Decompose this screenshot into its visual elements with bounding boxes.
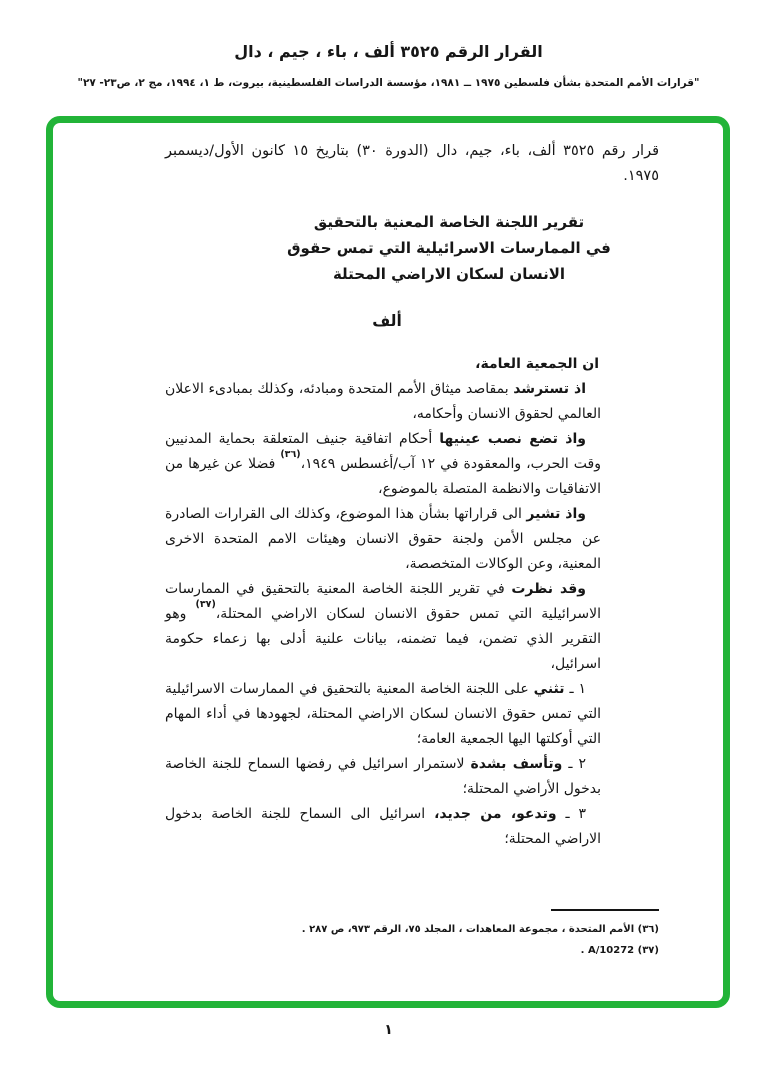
resolution-body xyxy=(165,352,601,852)
paragraph-text: في تقرير اللجنة الخاصة المعنية بالتحقيق في الممارسات الاسرائيلية التي تمس حقوق الانسان لسكان الاراضي المحتلة، xyxy=(165,581,601,622)
preamble-paragraph-considered xyxy=(165,577,601,677)
paragraph-text: أحكام اتفاقية جنيف المتعلقة بحماية المدنيين وقت الحرب، والمعقودة في ١٢ آب/أغسطس ١٩٤٩، xyxy=(165,431,601,472)
footnote-37 xyxy=(229,940,659,961)
resolution-header-title: القرار الرقم ٣٥٢٥ ألف ، باء ، جيم ، دال xyxy=(234,42,543,61)
operative-paragraph-3 xyxy=(165,802,601,852)
opening-text: ان الجمعية العامة، xyxy=(475,356,599,372)
page-number: ١ xyxy=(384,1022,393,1038)
footnote-ref-36: (٣٦) xyxy=(280,449,301,461)
preamble-opening xyxy=(165,352,601,377)
operative-paragraph-2 xyxy=(165,752,601,802)
paragraph-lead: وقد نظرت xyxy=(511,581,586,597)
paragraph-text: بمقاصد ميثاق الأمم المتحدة ومبادئه، وكذلك بمبادىء الاعلان العالمي لحقوق الانسان وأحكامه، xyxy=(165,381,601,422)
footnote-label: (٣٦) xyxy=(637,924,659,935)
paragraph-lead: واذ تضع نصب عينيها xyxy=(439,431,586,447)
citation-line: "قرارات الأمم المتحدة بشأن فلسطين ١٩٧٥ ــ ١٩٨١، مؤسسة الدراسات الفلسطينية، بيروت، ط ١، ١٩٩٤، مج ٢، ص٢٣- ٢٧" xyxy=(77,77,700,89)
footnote-36 xyxy=(229,919,659,940)
paragraph-lead: اذ تسترشد xyxy=(513,381,587,397)
operative-paragraph-1 xyxy=(165,677,601,752)
paragraph-lead: وتأسف بشدة xyxy=(470,756,563,772)
report-title-line: في الممارسات الاسرائيلية التي تمس حقوق xyxy=(287,239,611,257)
paragraph-number: ١ ـ xyxy=(569,681,586,697)
paragraph-lead: تثني xyxy=(533,681,565,697)
preamble-paragraph-bearing xyxy=(165,427,601,502)
resolution-intro: قرار رقم ٣٥٢٥ ألف، باء، جيم، دال (الدورة ٣٠) بتاريخ ١٥ كانون الأول/ديسمبر ١٩٧٥. xyxy=(165,143,659,184)
footnote-ref-37: (٣٧) xyxy=(195,599,216,611)
paragraph-text: فضلا عن غيرها من الاتفاقيات والانظمة المتصلة بالموضوع، xyxy=(165,456,601,497)
footnotes-block xyxy=(229,909,659,961)
report-title-line: تقرير اللجنة الخاصة المعنية بالتحقيق xyxy=(313,213,585,231)
paragraph-number: ٢ ـ xyxy=(568,756,586,772)
report-title xyxy=(202,209,696,287)
paragraph-lead: وتدعو، من جديد، xyxy=(434,806,557,822)
footnote-separator xyxy=(551,909,659,911)
preamble-paragraph-guided xyxy=(165,377,601,427)
document-content xyxy=(53,123,723,852)
footnote-label: (٣٧) xyxy=(637,945,659,956)
paragraph-text: على اللجنة الخاصة المعنية بالتحقيق في الممارسات الاسرائيلية التي تمس حقوق الانسان لسكان الاراضي المحتلة، لجهودها في أداء المهام التي أوكلتها اليها الجمعية العامة؛ xyxy=(165,681,601,747)
footnote-text: الأمم المتحدة ، مجموعة المعاهدات ، المجلد ٧٥، الرقم ٩٧٣، ص ٢٨٧ . xyxy=(301,924,635,935)
paragraph-lead: واذ تشير xyxy=(526,506,586,522)
paragraph-text: وهو التقرير الذي تضمن، فيما تضمنه، بيانات علنية أدلى بها زعماء حكومة اسرائيل، xyxy=(165,606,601,672)
paragraph-text: اسرائيل الى السماح للجنة الخاصة بدخول الاراضي المحتلة؛ xyxy=(165,806,601,847)
footnote-text: A/10272 . xyxy=(580,945,635,956)
paragraph-text: لاستمرار اسرائيل في رفضها السماح للجنة الخاصة بدخول الأراضي المحتلة؛ xyxy=(165,756,601,797)
paragraph-text: الى قراراتها بشأن هذا الموضوع، وكذلك الى القرارات الصادرة عن مجلس الأمن ولجنة حقوق الانسان وهيئات الامم المتحدة الاخرى المعنية، وعن الوكالات المتخصصة، xyxy=(165,506,601,572)
green-highlight-frame xyxy=(46,116,730,1008)
paragraph-number: ٣ ـ xyxy=(565,806,586,822)
report-title-line: الانسان لسكان الاراضي المحتلة xyxy=(332,265,566,283)
preamble-paragraph-recalling xyxy=(165,502,601,577)
page-header xyxy=(0,42,777,89)
section-heading-alif: ألف xyxy=(372,312,402,330)
